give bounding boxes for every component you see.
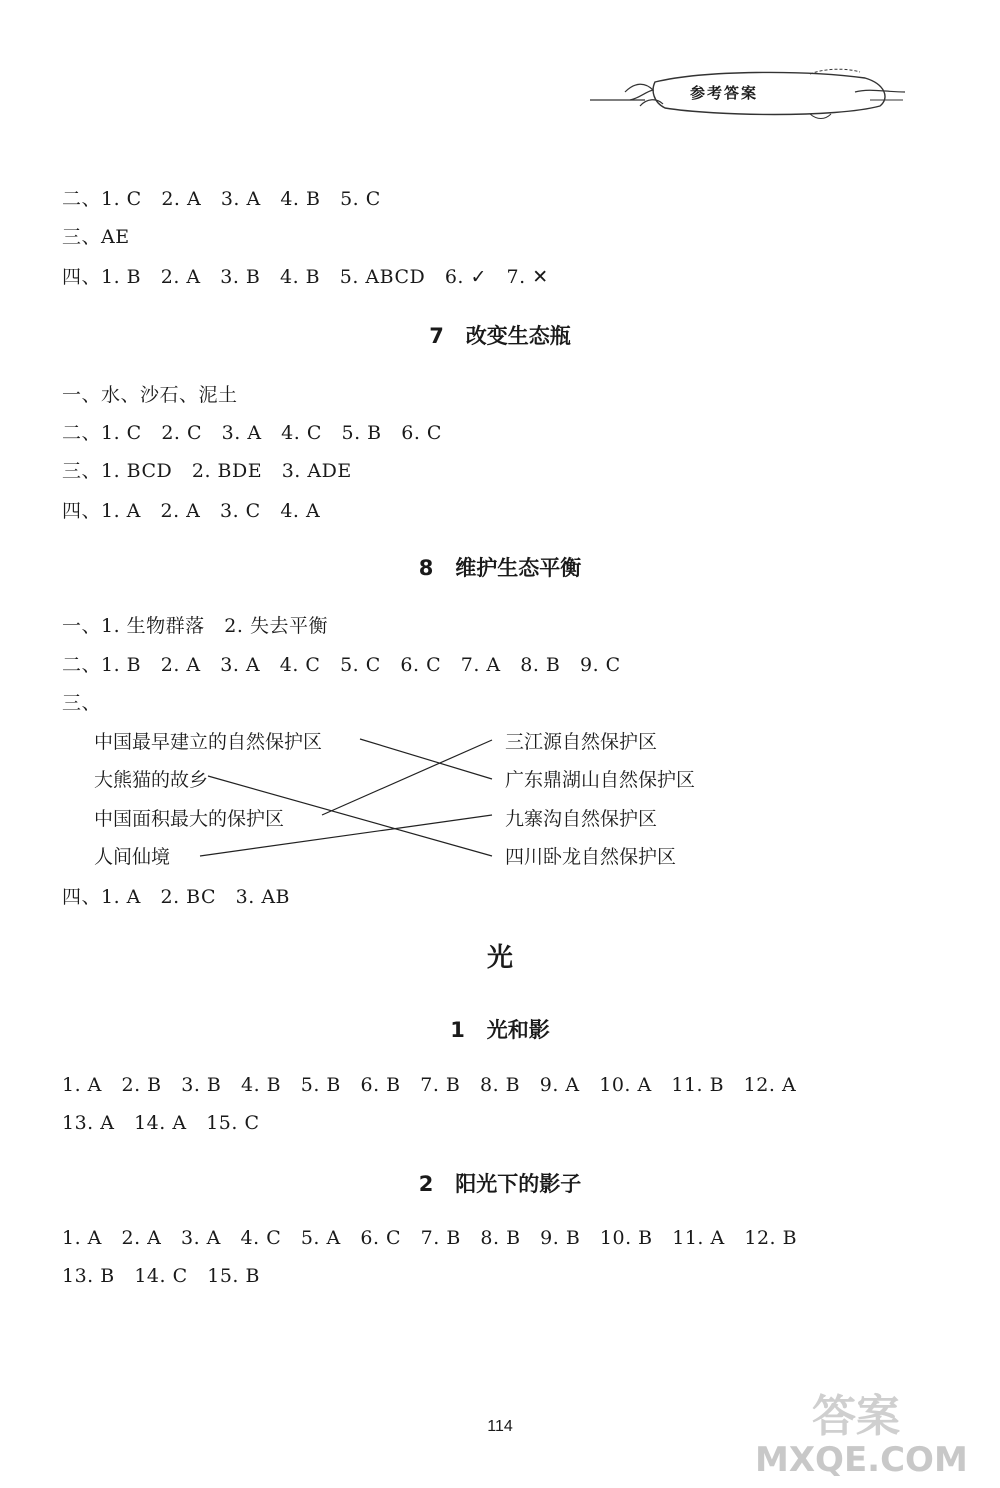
section-7-line-3: 三、1. BCD 2. BDE 3. ADE [62,460,352,482]
match-right-2: 广东鼎湖山自然保护区 [505,769,696,791]
match-line-4 [200,815,492,856]
answer-line-3: 三、AE [62,226,130,248]
match-line-3 [322,740,492,815]
match-left-4: 人间仙境 [94,846,171,868]
section-8-line-3: 三、 [62,692,102,714]
match-left-2: 大熊猫的故乡 [94,769,209,791]
light-2-line-2: 13. B 14. C 15. B [62,1265,260,1287]
match-left-1: 中国最早建立的自然保护区 [94,731,323,753]
light-2-line-1: 1. A 2. A 3. A 4. C 5. A 6. C 7. B 8. B 9. B 10. B 11. A 12. B [62,1227,798,1249]
section-7-line-2: 二、1. C 2. C 3. A 4. C 5. B 6. C [62,422,442,444]
light-2-title: 2 阳光下的影子 [418,1172,582,1196]
section-8-line-1: 一、1. 生物群落 2. 失去平衡 [62,615,328,637]
section-7-line-1: 一、水、沙石、泥土 [62,384,238,406]
match-right-3: 九寨沟自然保护区 [505,808,658,830]
match-line-2 [208,776,492,856]
light-1-title: 1 光和影 [450,1018,550,1042]
match-left-3: 中国面积最大的保护区 [94,808,285,830]
section-8-line-4: 四、1. A 2. BC 3. AB [62,886,290,908]
unit-title: 光 [486,943,513,973]
section-8-title: 8 维护生态平衡 [418,556,582,580]
match-right-1: 三江源自然保护区 [505,731,658,753]
section-7-title: 7 改变生态瓶 [429,324,571,348]
match-right-4: 四川卧龙自然保护区 [505,846,677,868]
answer-line-2: 二、1. C 2. A 3. A 4. B 5. C [62,188,381,210]
page-number: 114 [487,1418,513,1435]
light-1-line-1: 1. A 2. B 3. B 4. B 5. B 6. B 7. B 8. B 9. A 10. A 11. B 12. A [62,1074,797,1096]
answer-line-4: 四、1. B 2. A 3. B 4. B 5. ABCD 6. ✓ 7. ✕ [62,266,549,288]
section-7-line-4: 四、1. A 2. A 3. C 4. A [62,500,321,522]
match-line-1 [360,739,492,779]
watermark-logo: 答案 [812,1391,900,1442]
watermark-site: MXQE.COM [755,1440,968,1480]
header-banner-text: 参考答案 [690,84,759,102]
section-8-line-2: 二、1. B 2. A 3. A 4. C 5. C 6. C 7. A 8. B 9. C [62,654,621,676]
light-1-line-2: 13. A 14. A 15. C [62,1112,260,1134]
